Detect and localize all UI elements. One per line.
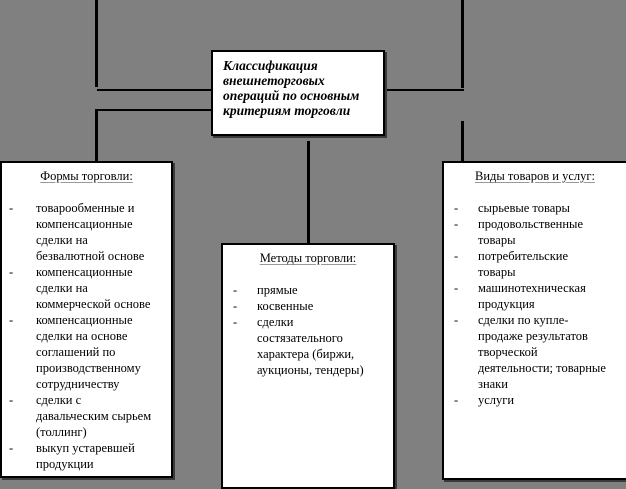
list-item [444, 248, 626, 280]
bullet-dash-icon: - [454, 249, 459, 263]
connector-center-vertical [307, 141, 310, 243]
item-line: производственному [36, 361, 141, 375]
item-line: сделки на основе [36, 329, 128, 343]
item-line: машинотехническая [478, 281, 586, 295]
item-line: сделки по купле- [478, 313, 569, 327]
item-line: компенсационные [36, 217, 133, 231]
list-item [444, 216, 626, 248]
list-item [223, 282, 393, 298]
item-line: сырьевые товары [478, 201, 570, 215]
item-line: состязательного [257, 331, 343, 345]
item-line: компенсационные [36, 265, 133, 279]
item-line: давальческим сырьем [36, 409, 152, 423]
list-item [223, 314, 393, 378]
connector-left-top-vertical [95, 0, 98, 87]
item-line: сделки на [36, 281, 88, 295]
list-item [444, 280, 626, 312]
item-line: сделки на [36, 233, 88, 247]
item-line: знаки [478, 377, 508, 391]
trade-forms-list [2, 200, 171, 472]
list-item [2, 200, 171, 264]
item-line: косвенные [257, 299, 314, 313]
item-line: коммерческой основе [36, 297, 151, 311]
bullet-dash-icon: - [454, 313, 459, 327]
item-line: товары [478, 265, 516, 279]
bullet-dash-icon: - [233, 283, 238, 297]
panel-title-text: Методы торговли: [259, 251, 357, 265]
list-item [2, 264, 171, 312]
item-line: деятельности; товарные [478, 361, 606, 375]
central-title-line: операций по основным [223, 88, 360, 103]
item-line: творческой [478, 345, 538, 359]
bullet-dash-icon: - [9, 441, 14, 455]
goods-services-list [444, 200, 626, 408]
central-title-line: критериям торговли [223, 103, 351, 118]
item-line: товарообменные и [36, 201, 135, 215]
bullet-dash-icon: - [9, 265, 14, 279]
bullet-dash-icon: - [454, 393, 459, 407]
item-line: продукции [36, 457, 94, 471]
bullet-dash-icon: - [9, 201, 14, 215]
item-line: товары [478, 233, 516, 247]
item-line: потребительские [478, 249, 569, 263]
panel-title-text: Формы торговли: [40, 169, 133, 183]
list-item [2, 392, 171, 440]
panel-title [444, 169, 626, 183]
trade-forms-box [0, 161, 173, 478]
panel-title-text: Виды товаров и услуг: [475, 169, 595, 183]
bullet-dash-icon: - [9, 313, 14, 327]
panel-title [2, 169, 171, 183]
item-line: сделки с [36, 393, 82, 407]
item-line: сотрудничеству [36, 377, 120, 391]
central-classification-box [211, 50, 385, 136]
connector-right-top-vertical [461, 0, 464, 88]
panel-title [223, 251, 393, 265]
list-item [444, 312, 626, 392]
central-title-line: Классификация [223, 58, 318, 73]
connector-left-bottom-vertical [95, 109, 98, 161]
item-line: продукция [478, 297, 535, 311]
item-line: характера (биржи, [257, 347, 355, 361]
item-line: безвалютной основе [36, 249, 145, 263]
connector-right-bottom-vertical [461, 121, 464, 161]
trade-methods-box [221, 243, 395, 489]
item-line: выкуп устаревшей [36, 441, 135, 455]
list-item [444, 200, 626, 216]
bullet-dash-icon: - [454, 281, 459, 295]
item-line: компенсационные [36, 313, 133, 327]
list-item [2, 312, 171, 392]
item-line: соглашений по [36, 345, 116, 359]
item-line: прямые [257, 283, 298, 297]
list-item [223, 298, 393, 314]
connector-right-horizontal [384, 89, 464, 91]
item-line: продаже результатов [478, 329, 588, 343]
bullet-dash-icon: - [454, 201, 459, 215]
list-item [444, 392, 626, 408]
bullet-dash-icon: - [454, 217, 459, 231]
goods-services-box [442, 161, 626, 480]
bullet-dash-icon: - [233, 299, 238, 313]
item-line: услуги [478, 393, 515, 407]
bullet-dash-icon: - [9, 393, 14, 407]
bullet-dash-icon: - [233, 315, 238, 329]
item-line: аукционы, тендеры) [257, 363, 364, 377]
central-title-line: внешнеторговых [223, 73, 325, 88]
list-item [2, 440, 171, 472]
connector-left-lower-horizontal [95, 109, 212, 111]
item-line: продовольственные [478, 217, 583, 231]
connector-left-upper-horizontal [97, 89, 212, 91]
trade-methods-list [223, 282, 393, 378]
item-line: сделки [257, 315, 294, 329]
item-line: (толлинг) [36, 425, 87, 439]
